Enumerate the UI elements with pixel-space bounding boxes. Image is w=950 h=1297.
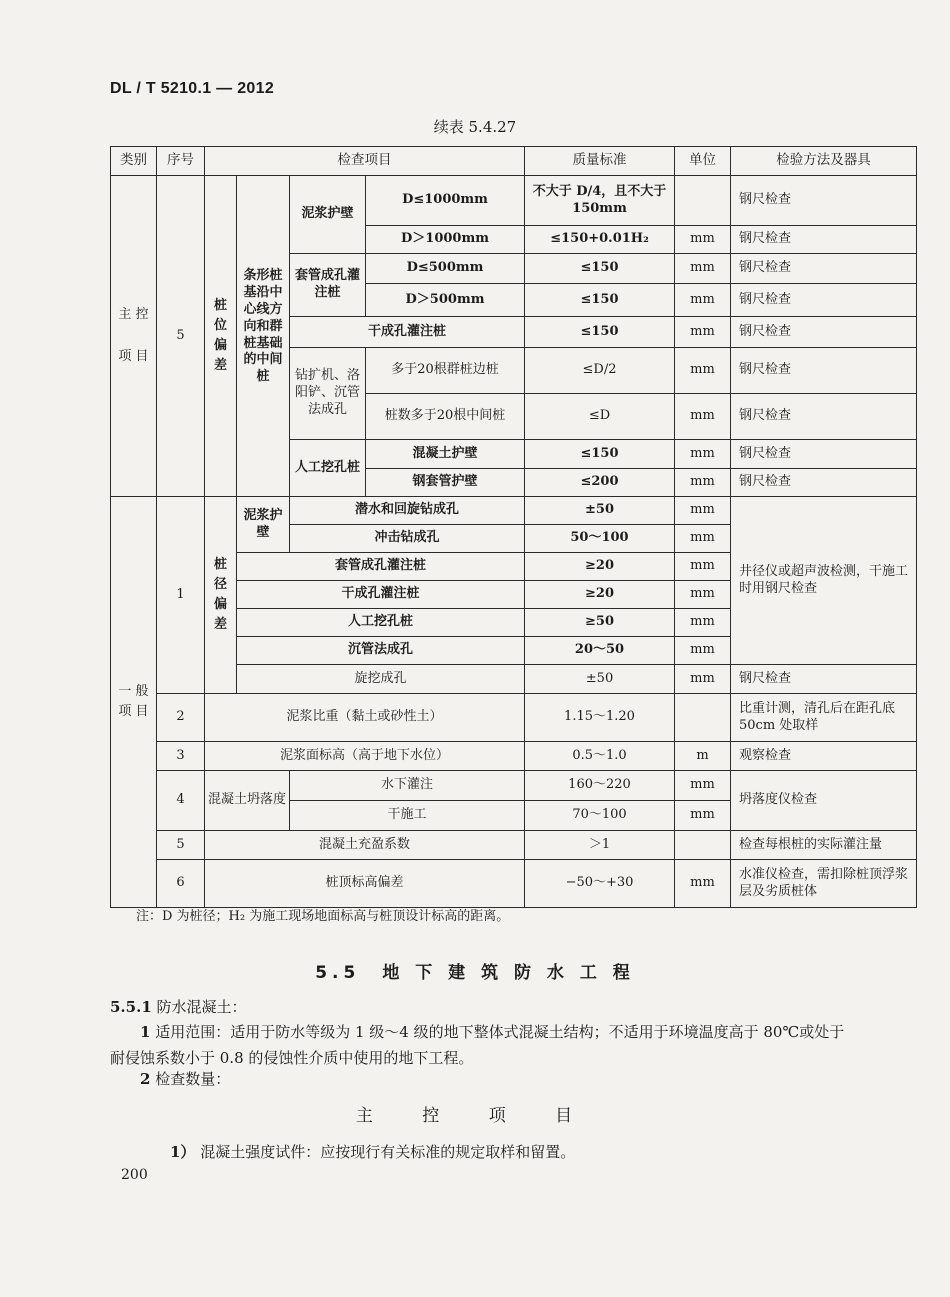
unit-cell	[675, 694, 731, 742]
standard-cell: ≤150	[525, 440, 675, 469]
method-cell: 钢尺检查	[731, 254, 917, 284]
standard-cell: −50～+30	[525, 860, 675, 908]
item-1-paragraph	[110, 1019, 846, 1071]
item-cell: 水下灌注	[290, 771, 525, 801]
item-1-text: 适用范围：适用于防水等级为 1 级～4 级的地下整体式混凝土结构；不适用于环境温度高于 80℃或处于耐侵蚀系数小于 0.8 的侵蚀性介质中使用的地下工程。	[110, 1023, 845, 1067]
standard-cell: ±50	[525, 497, 675, 525]
clause-heading	[110, 994, 247, 1020]
standard-cell: 1.15～1.20	[525, 694, 675, 742]
header-unit: 单位	[675, 147, 731, 176]
item-cell: 泥浆比重（黏土或砂性土）	[205, 694, 525, 742]
method-cell: 钢尺检查	[731, 317, 917, 348]
standard-cell: ＞1	[525, 831, 675, 860]
main-subgroup-cell: 条形桩基沿中心线方向和群桩基础的中间桩	[237, 176, 290, 497]
method-cell: 钢尺检查	[731, 176, 917, 226]
standard-cell: 70～100	[525, 801, 675, 831]
standard-cell: ≤D	[525, 394, 675, 440]
unit-cell: mm	[675, 860, 731, 908]
clause-title: 防水混凝土：	[156, 998, 247, 1016]
item-cell: 沉管法成孔	[237, 637, 525, 665]
item-cell: 冲击钻成孔	[290, 525, 525, 553]
standard-cell: ±50	[525, 665, 675, 694]
unit-cell: mm	[675, 801, 731, 831]
table-caption: 续表 5.4.27	[433, 118, 517, 136]
standard-cell: ≤150	[525, 254, 675, 284]
unit-cell	[675, 831, 731, 860]
table-row	[111, 771, 917, 801]
standard-cell: ≤200	[525, 469, 675, 497]
unit-cell: mm	[675, 497, 731, 525]
general-group-cell: 桩 径 偏 差	[205, 497, 237, 694]
item-cell: 泥浆面标高（高于地下水位）	[205, 742, 525, 771]
method-cell: 检查每根桩的实际灌注量	[731, 831, 917, 860]
unit-cell: mm	[675, 637, 731, 665]
unit-cell: mm	[675, 553, 731, 581]
item-cell: 混凝土护壁	[366, 440, 525, 469]
item-1-number: 1	[140, 1023, 151, 1041]
method-cell: 钢尺检查	[731, 284, 917, 317]
unit-cell: mm	[675, 226, 731, 254]
item-cell: 混凝土充盈系数	[205, 831, 525, 860]
header-number: 序号	[157, 147, 205, 176]
unit-cell: mm	[675, 254, 731, 284]
section-title: 5.5 地 下 建 筑 防 水 工 程	[315, 963, 635, 983]
method-group-casing: 套管成孔灌注桩	[290, 254, 366, 317]
standard-cell: ≤150	[525, 317, 675, 348]
table-row	[111, 860, 917, 908]
unit-cell: mm	[675, 317, 731, 348]
item-cell: 旋挖成孔	[237, 665, 525, 694]
item-cell: 人工挖孔桩	[237, 609, 525, 637]
standard-cell: 0.5～1.0	[525, 742, 675, 771]
method-cell: 钢尺检查	[731, 440, 917, 469]
standard-cell: ≥20	[525, 553, 675, 581]
method-cell: 钢尺检查	[731, 469, 917, 497]
item-2-paragraph	[140, 1066, 230, 1092]
unit-cell: mm	[675, 348, 731, 394]
method-group-drill: 钻扩机、洛阳铲、沉管法成孔	[290, 348, 366, 440]
standard-cell: 20～50	[525, 637, 675, 665]
item-cell: 干成孔灌注桩	[290, 317, 525, 348]
general-category-cell: 一 般 项 目	[111, 497, 157, 908]
item-cell: 套管成孔灌注桩	[237, 553, 525, 581]
standard-cell: ≥50	[525, 609, 675, 637]
table-row	[111, 694, 917, 742]
method-cell: 比重计测，清孔后在距孔底 50cm 处取样	[731, 694, 917, 742]
item-cell: 桩数多于20根中间桩	[366, 394, 525, 440]
unit-cell: mm	[675, 771, 731, 801]
slump-group-cell: 混凝土坍落度	[205, 771, 290, 831]
item-cell: D＞1000mm	[366, 226, 525, 254]
item-cell: D＞500mm	[366, 284, 525, 317]
item-cell: 多于20根群桩边桩	[366, 348, 525, 394]
main-number-cell: 5	[157, 176, 205, 497]
unit-cell: mm	[675, 394, 731, 440]
unit-cell: mm	[675, 609, 731, 637]
unit-cell: mm	[675, 284, 731, 317]
sub-item-1-number: 1）	[170, 1143, 196, 1161]
item-cell: D≤500mm	[366, 254, 525, 284]
header-method: 检验方法及器具	[731, 147, 917, 176]
item-2-text: 检查数量：	[155, 1070, 231, 1088]
method-cell: 钢尺检查	[731, 394, 917, 440]
method-cell: 钢尺检查	[731, 226, 917, 254]
main-category-cell: 主 控 项 目	[111, 176, 157, 497]
method-cell: 观察检查	[731, 742, 917, 771]
unit-cell: mm	[675, 581, 731, 609]
item-cell: 桩顶标高偏差	[205, 860, 525, 908]
item-cell: 钢套管护壁	[366, 469, 525, 497]
general-number-cell: 2	[157, 694, 205, 742]
standard-cell: 50～100	[525, 525, 675, 553]
method-cell: 钢尺检查	[731, 348, 917, 394]
method-cell: 坍落度仪检查	[731, 771, 917, 831]
clause-number: 5.5.1	[110, 998, 152, 1016]
unit-cell	[675, 176, 731, 226]
unit-cell: m	[675, 742, 731, 771]
unit-cell: mm	[675, 525, 731, 553]
general-number-cell: 1	[157, 497, 205, 694]
method-cell: 水准仪检查，需扣除桩顶浮浆层及劣质桩体	[731, 860, 917, 908]
table-row	[111, 742, 917, 771]
page-number: 200	[121, 1167, 148, 1183]
method-group-mud: 泥浆护壁	[290, 176, 366, 254]
standard-cell: ≤150+0.01H₂	[525, 226, 675, 254]
header-category: 类别	[111, 147, 157, 176]
item-2-number: 2	[140, 1070, 151, 1088]
sub-item-1-paragraph	[170, 1139, 575, 1165]
standard-cell: 160～220	[525, 771, 675, 801]
subheading: 主 控 项 目	[355, 1106, 595, 1126]
method-cell: 钢尺检查	[731, 665, 917, 694]
standard-cell: ≥20	[525, 581, 675, 609]
table-row	[111, 176, 917, 226]
standard-cell: 不大于 D/4，且不大于 150mm	[525, 176, 675, 226]
table-header-row	[111, 147, 917, 176]
mud-wall-cell: 泥浆护壁	[237, 497, 290, 553]
table-row	[111, 497, 917, 525]
general-number-cell: 4	[157, 771, 205, 831]
table-note: 注：D 为桩径；H₂ 为施工现场地面标高与桩顶设计标高的距离。	[136, 909, 510, 924]
standard-cell: ≤D/2	[525, 348, 675, 394]
unit-cell: mm	[675, 440, 731, 469]
header-check-item: 检查项目	[205, 147, 525, 176]
general-number-cell: 6	[157, 860, 205, 908]
sub-item-1-text: 混凝土强度试件：应按现行有关标准的规定取样和留置。	[200, 1143, 576, 1161]
method-group-manual: 人工挖孔桩	[290, 440, 366, 497]
main-group-cell: 桩 位 偏 差	[205, 176, 237, 497]
item-cell: 潜水和回旋钻成孔	[290, 497, 525, 525]
general-number-cell: 5	[157, 831, 205, 860]
table-row	[111, 831, 917, 860]
shared-method-cell: 井径仪或超声波检测，干施工时用钢尺检查	[731, 497, 917, 665]
unit-cell: mm	[675, 665, 731, 694]
item-cell: 干施工	[290, 801, 525, 831]
general-number-cell: 3	[157, 742, 205, 771]
item-cell: 干成孔灌注桩	[237, 581, 525, 609]
item-cell: D≤1000mm	[366, 176, 525, 226]
unit-cell: mm	[675, 469, 731, 497]
standard-cell: ≤150	[525, 284, 675, 317]
document-code: DL / T 5210.1 — 2012	[110, 80, 275, 97]
inspection-table	[110, 146, 917, 908]
header-quality-standard: 质量标准	[525, 147, 675, 176]
